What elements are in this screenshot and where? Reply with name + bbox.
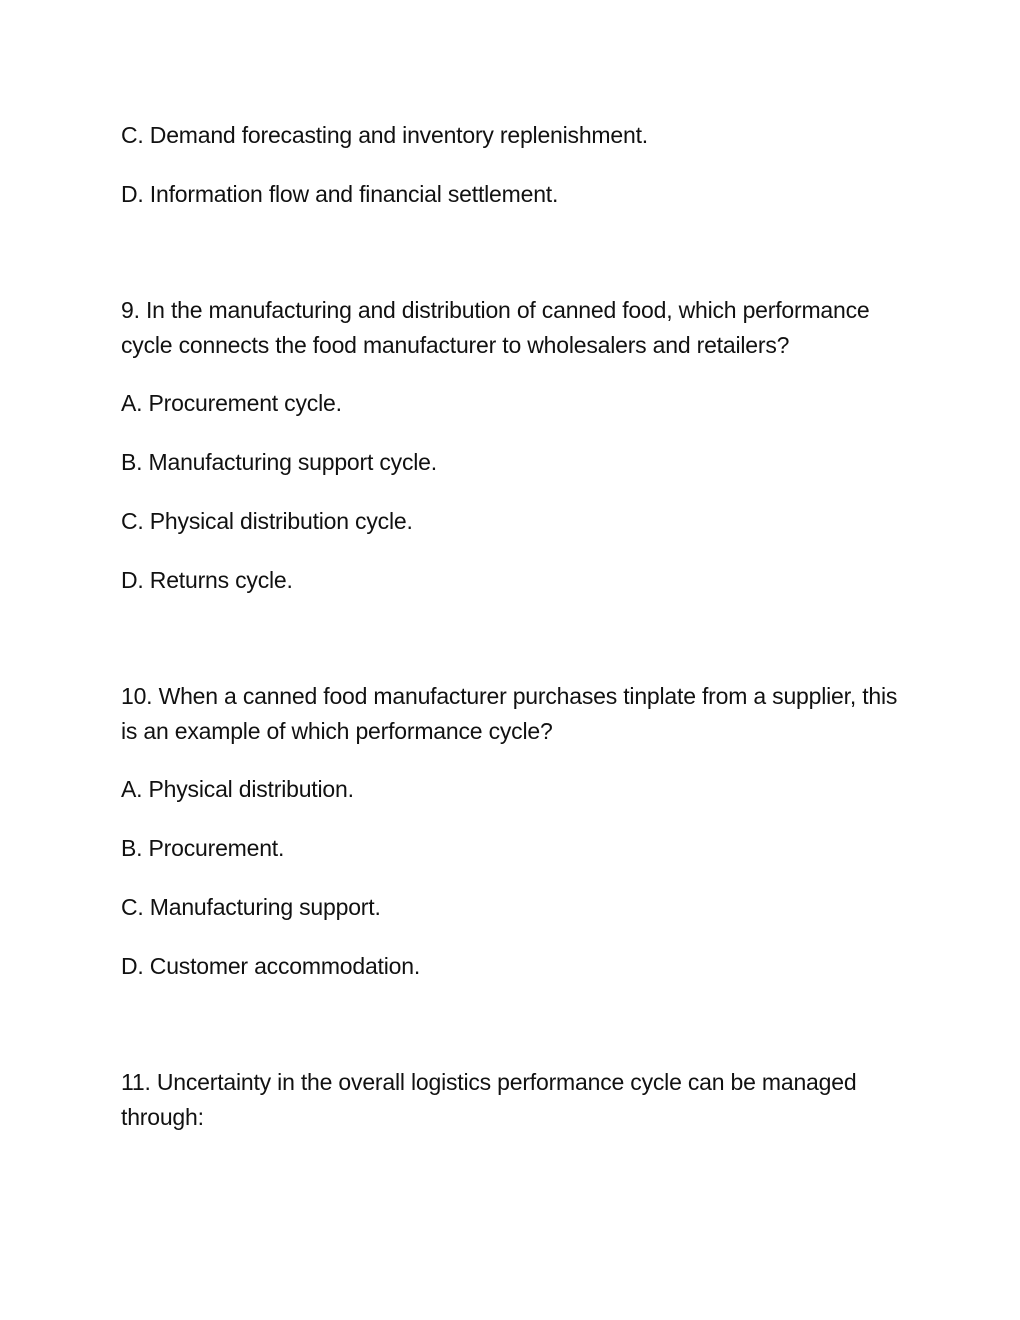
spacer (121, 622, 901, 679)
answer-option: D. Returns cycle. (121, 567, 293, 593)
spacer (121, 236, 901, 293)
answer-option: C. Demand forecasting and inventory replenishment. (121, 122, 648, 148)
answer-option: A. Physical distribution. (121, 776, 354, 802)
answer-option: C. Manufacturing support. (121, 894, 381, 920)
answer-option: D. Information flow and financial settlement. (121, 181, 559, 207)
spacer (121, 1008, 901, 1065)
answer-option: A. Procurement cycle. (121, 390, 342, 416)
answer-option: B. Procurement. (121, 835, 285, 861)
answer-option: B. Manufacturing support cycle. (121, 449, 437, 475)
question-10: 10. When a canned food manufacturer purchases tinplate from a supplier, this is an example of which performance cycle? (121, 683, 898, 744)
question-9: 9. In the manufacturing and distribution of canned food, which performance cycle connects the food manufacturer to wholesalers and retailers? (121, 297, 870, 358)
question-11: 11. Uncertainty in the overall logistics performance cycle can be managed through: (121, 1069, 857, 1130)
document-content (121, 118, 901, 1158)
answer-option: D. Customer accommodation. (121, 953, 421, 979)
answer-option: C. Physical distribution cycle. (121, 508, 413, 534)
